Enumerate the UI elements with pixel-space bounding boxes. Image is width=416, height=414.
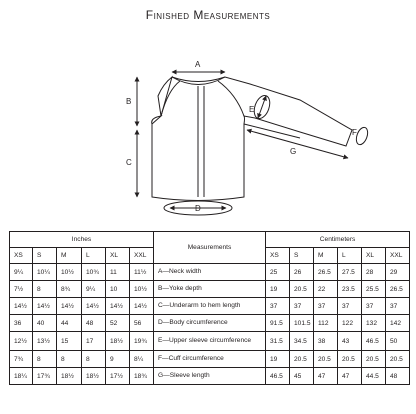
size-label: XXL [386, 248, 410, 264]
inches-cell: 11½ [130, 264, 154, 281]
inches-cell: 10¼ [33, 264, 57, 281]
cm-cell: 37 [266, 298, 290, 315]
inches-cell: 18¾ [130, 368, 154, 385]
cm-cell: 23.5 [338, 281, 362, 298]
cm-cell: 37 [362, 298, 386, 315]
inches-cell: 8 [82, 351, 106, 368]
cm-cell: 19 [266, 281, 290, 298]
inches-cell: 7¾ [10, 351, 33, 368]
table-row [10, 264, 410, 281]
cm-cell: 37 [314, 298, 338, 315]
cm-cell: 46.5 [362, 332, 386, 351]
table-row [10, 315, 410, 332]
dimension-g-arrow [247, 130, 348, 158]
inches-cell: 10½ [130, 281, 154, 298]
cm-cell: 25.5 [362, 281, 386, 298]
size-label: XXL [130, 248, 154, 264]
measurement-name: G—Sleeve length [154, 368, 266, 385]
inches-header: Inches [10, 232, 154, 248]
cm-cell: 43 [338, 332, 362, 351]
inches-cell: 14½ [57, 298, 82, 315]
label-g: G [290, 147, 297, 156]
measurement-name: C—Underarm to hem length [154, 298, 266, 315]
inches-cell: 15 [57, 332, 82, 351]
sweater-outline [152, 77, 352, 201]
size-label: XS [266, 248, 290, 264]
inches-cell: 8 [57, 351, 82, 368]
inches-cell: 9¼ [82, 281, 106, 298]
inches-cell: 14½ [82, 298, 106, 315]
cm-cell: 37 [386, 298, 410, 315]
cm-cell: 142 [386, 315, 410, 332]
measurement-name: D—Body circumference [154, 315, 266, 332]
inches-cell: 19¾ [130, 332, 154, 351]
label-a: A [195, 60, 201, 69]
page-title: Finished Measurements [145, 8, 271, 22]
cm-cell: 101.5 [290, 315, 314, 332]
cm-cell: 48 [386, 368, 410, 385]
label-f: F [352, 128, 357, 137]
inches-cell: 10¾ [82, 264, 106, 281]
cm-cell: 47 [314, 368, 338, 385]
cm-cell: 20.5 [290, 281, 314, 298]
cm-cell: 38 [314, 332, 338, 351]
cm-cell: 28 [362, 264, 386, 281]
inches-cell: 17½ [106, 368, 130, 385]
measurement-name: A—Neck width [154, 264, 266, 281]
inches-cell: 10 [106, 281, 130, 298]
cm-cell: 31.5 [266, 332, 290, 351]
table-group-header-row [10, 232, 410, 248]
cm-cell: 20.5 [338, 351, 362, 368]
inches-cell: 9 [106, 351, 130, 368]
measurements-table [9, 231, 410, 385]
label-b: B [126, 97, 132, 106]
inches-cell: 18½ [57, 368, 82, 385]
inches-cell: 36 [10, 315, 33, 332]
size-label: XL [106, 248, 130, 264]
cm-cell: 20.5 [314, 351, 338, 368]
label-e: E [249, 105, 255, 114]
cm-cell: 34.5 [290, 332, 314, 351]
inches-cell: 8 [33, 281, 57, 298]
size-label: S [290, 248, 314, 264]
size-label: XS [10, 248, 33, 264]
inches-cell: 8¾ [57, 281, 82, 298]
size-label: L [338, 248, 362, 264]
cm-cell: 29 [386, 264, 410, 281]
inches-cell: 17¾ [33, 368, 57, 385]
inches-cell: 56 [130, 315, 154, 332]
measurement-name: B—Yoke depth [154, 281, 266, 298]
measurement-name: E—Upper sleeve circumference [154, 332, 266, 351]
label-c: C [126, 158, 132, 167]
cm-cell: 122 [338, 315, 362, 332]
cm-cell: 132 [362, 315, 386, 332]
inches-cell: 13½ [33, 332, 57, 351]
inches-cell: 40 [33, 315, 57, 332]
cm-cell: 25 [266, 264, 290, 281]
cm-cell: 20.5 [386, 351, 410, 368]
cm-cell: 27.5 [338, 264, 362, 281]
inches-cell: 7½ [10, 281, 33, 298]
cm-cell: 44.5 [362, 368, 386, 385]
cm-cell: 50 [386, 332, 410, 351]
cm-cell: 46.5 [266, 368, 290, 385]
cm-cell: 20.5 [290, 351, 314, 368]
inches-cell: 48 [82, 315, 106, 332]
cm-cell: 47 [338, 368, 362, 385]
table-row [10, 351, 410, 368]
inches-cell: 17 [82, 332, 106, 351]
inches-cell: 14½ [33, 298, 57, 315]
size-label: L [82, 248, 106, 264]
cm-cell: 22 [314, 281, 338, 298]
table-row [10, 368, 410, 385]
inches-cell: 9¼ [10, 264, 33, 281]
inches-cell: 18½ [82, 368, 106, 385]
table-row [10, 281, 410, 298]
cm-cell: 26.5 [314, 264, 338, 281]
table-row [10, 332, 410, 351]
inches-cell: 14½ [130, 298, 154, 315]
measurement-name: F—Cuff circumference [154, 351, 266, 368]
inches-cell: 18½ [106, 332, 130, 351]
centimeters-header: Centimeters [266, 232, 410, 248]
size-label: S [33, 248, 57, 264]
inches-cell: 10½ [57, 264, 82, 281]
cm-cell: 26.5 [386, 281, 410, 298]
size-label: M [57, 248, 82, 264]
cm-cell: 37 [290, 298, 314, 315]
inches-cell: 44 [57, 315, 82, 332]
cm-cell: 112 [314, 315, 338, 332]
label-d: D [195, 204, 201, 213]
collar [172, 77, 225, 85]
inches-cell: 8 [33, 351, 57, 368]
cm-cell: 37 [338, 298, 362, 315]
inches-cell: 14½ [10, 298, 33, 315]
inches-cell: 18¼ [10, 368, 33, 385]
cm-cell: 26 [290, 264, 314, 281]
cm-cell: 20.5 [362, 351, 386, 368]
size-label: M [314, 248, 338, 264]
inches-cell: 14½ [106, 298, 130, 315]
table-row [10, 298, 410, 315]
inches-cell: 12½ [10, 332, 33, 351]
size-label: XL [362, 248, 386, 264]
inches-cell: 8¼ [130, 351, 154, 368]
inches-cell: 11 [106, 264, 130, 281]
cm-cell: 45 [290, 368, 314, 385]
cm-cell: 91.5 [266, 315, 290, 332]
measurements-header: Measurements [154, 232, 266, 264]
inches-cell: 52 [106, 315, 130, 332]
cm-cell: 19 [266, 351, 290, 368]
